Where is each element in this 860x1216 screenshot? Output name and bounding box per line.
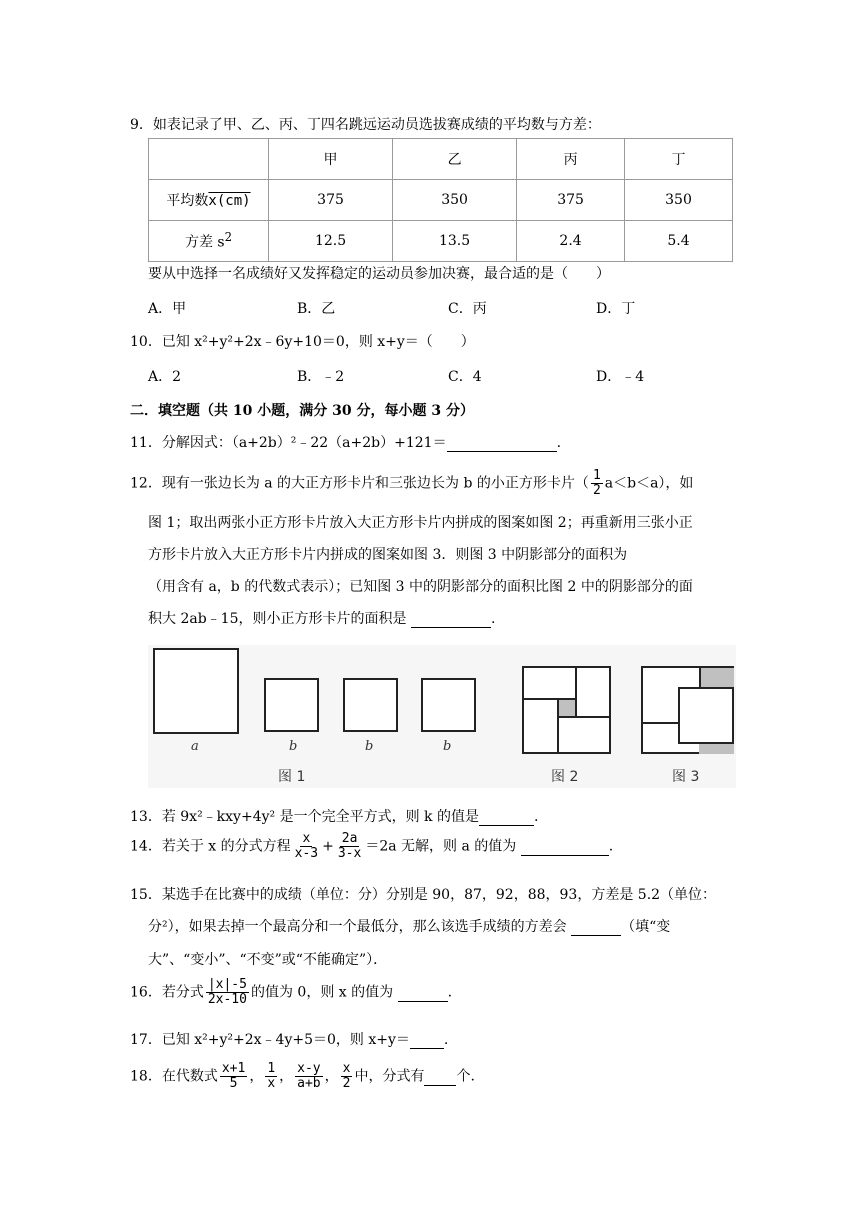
fraction: $\frac{x-y}{a+b}$ — [297, 1061, 321, 1091]
table-row — [149, 221, 733, 262]
section-heading: 二．填空题（共 10 小题，满分 30 分，每小题 3 分） — [130, 403, 474, 419]
fraction: $\frac{2a}{3-x}$ — [337, 831, 362, 861]
fraction: $\frac{1}{2}$ — [592, 468, 601, 498]
side-label: a — [191, 739, 199, 754]
option-b: B．乙 — [297, 301, 336, 317]
q12-line4: （用含有 a，b 的代数式表示）；已知图 3 中的阴影部分的面积比图 2 中的阴影部分的面 — [148, 579, 693, 595]
figure-3-square — [641, 666, 734, 754]
answer-blank — [410, 1032, 444, 1049]
table-cell: 350 — [393, 180, 517, 221]
q18: 18．在代数式 $\frac{x+1}{5}$ ， $\frac{1}{x}$ ， $\frac{x-y}{a+b}$ ， $\frac{x}{2}$ 中，分式有 个. — [130, 1061, 475, 1091]
table-cell: 350 — [625, 180, 733, 221]
table-row — [149, 139, 733, 180]
q12-line3: 方形卡片放入大正方形卡片内拼成的图案如图 3．则图 3 中阴影部分的面积为 — [148, 547, 628, 563]
table-cell: 5.4 — [625, 221, 733, 262]
figure-caption: 图 2 — [551, 769, 579, 785]
side-label: b — [443, 739, 452, 754]
fraction: $\frac{x}{2}$ — [342, 1061, 351, 1091]
shaded-region — [557, 698, 577, 718]
table-cell: 375 — [269, 180, 393, 221]
table-row — [149, 180, 733, 221]
option-a: A．甲 — [148, 301, 187, 317]
figure-2-square — [522, 666, 611, 754]
table-cell: 375 — [517, 180, 625, 221]
q15-line2: 分²），如果去掉一个最高分和一个最低分，那么该选手成绩的方差会 （填“变 — [148, 919, 671, 935]
figure-caption: 图 1 — [278, 769, 306, 785]
small-square — [264, 678, 319, 732]
option-c: C．丙 — [448, 301, 487, 317]
figure-caption: 图 3 — [672, 769, 700, 785]
q14: 14．若关于 x 的分式方程 $\frac{x}{x-3}$ + $\frac{2a}{3-x}$ ＝2a 无解，则 a 的值为 . — [130, 831, 614, 861]
q17: 17．已知 x²+y²+2x﹣4y+5＝0，则 x+y＝ . — [130, 1032, 449, 1048]
table-cell: 丁 — [625, 139, 733, 180]
answer-blank — [521, 839, 609, 856]
answer-blank — [447, 435, 557, 452]
q15-line3: 大”、“变小”、“不变”或“不能确定”）． — [148, 952, 388, 968]
table-cell: 12.5 — [269, 221, 393, 262]
side-label: b — [289, 739, 298, 754]
option-c: C．4 — [448, 369, 482, 385]
q9-question: 要从中选择一名成绩好又发挥稳定的运动员参加决赛，最合适的是（ ） — [148, 266, 610, 282]
option-b: B．﹣2 — [297, 369, 345, 385]
table-cell: 2.4 — [517, 221, 625, 262]
answer-blank — [411, 611, 491, 628]
table-cell — [149, 139, 269, 180]
option-d: D．﹣4 — [596, 369, 645, 385]
table-cell: 甲 — [269, 139, 393, 180]
q12-line1: 12．现有一张边长为 a 的大正方形卡片和三张边长为 b 的小正方形卡片（ $\frac{1}{2}$ a＜b＜a），如 — [130, 468, 694, 498]
q15-line1: 15．某选手在比赛中的成绩（单位：分）分别是 90，87，92，88，93，方差是 5.2（单位： — [130, 887, 717, 903]
option-a: A．2 — [148, 369, 182, 385]
mean-row-label: 平均数x(cm) — [149, 180, 269, 221]
answer-blank — [398, 985, 448, 1002]
side-label: b — [365, 739, 374, 754]
table-cell: 13.5 — [393, 221, 517, 262]
fraction: $\frac{|x|-5}{2x-10}$ — [207, 977, 247, 1007]
small-square — [343, 678, 398, 732]
answer-blank — [571, 919, 621, 936]
answer-blank — [424, 1069, 456, 1086]
table-cell: 丙 — [517, 139, 625, 180]
q9-stem: 9．如表记录了甲、乙、丙、丁四名跳远运动员选拔赛成绩的平均数与方差： — [130, 117, 601, 133]
option-d: D．丁 — [596, 301, 636, 317]
shaded-region — [699, 744, 734, 754]
q12-line2: 图 1；取出两张小正方形卡片放入大正方形卡片内拼成的图案如图 2；再重新用三张小正 — [148, 515, 693, 531]
q10-stem: 10．已知 x²+y²+2x﹣6y+10＝0，则 x+y＝（ ） — [130, 334, 475, 350]
variance-row-label: 方差 $s^2$ — [149, 221, 269, 262]
small-square — [421, 678, 476, 732]
shaded-region — [699, 668, 734, 689]
large-square — [153, 648, 239, 734]
table-cell: 乙 — [393, 139, 517, 180]
fraction: $\frac{1}{x}$ — [267, 1061, 276, 1091]
fraction: $\frac{x}{x-3}$ — [294, 831, 319, 861]
q13: 13．若 9x²﹣kxy+4y² 是一个完全平方式，则 k 的值是 . — [130, 809, 539, 825]
q12-line5: 积大 2ab﹣15，则小正方形卡片的面积是 . — [148, 611, 496, 627]
fraction: $\frac{x+1}{5}$ — [221, 1061, 246, 1091]
figure-panel — [148, 645, 736, 788]
q11: 11．分解因式：（a+2b）²﹣22（a+2b）+121＝ . — [130, 435, 562, 451]
scores-table — [148, 138, 733, 262]
answer-blank — [479, 809, 534, 826]
q16: 16．若分式 $\frac{|x|-5}{2x-10}$ 的值为 0，则 x 的值为 . — [130, 977, 453, 1007]
